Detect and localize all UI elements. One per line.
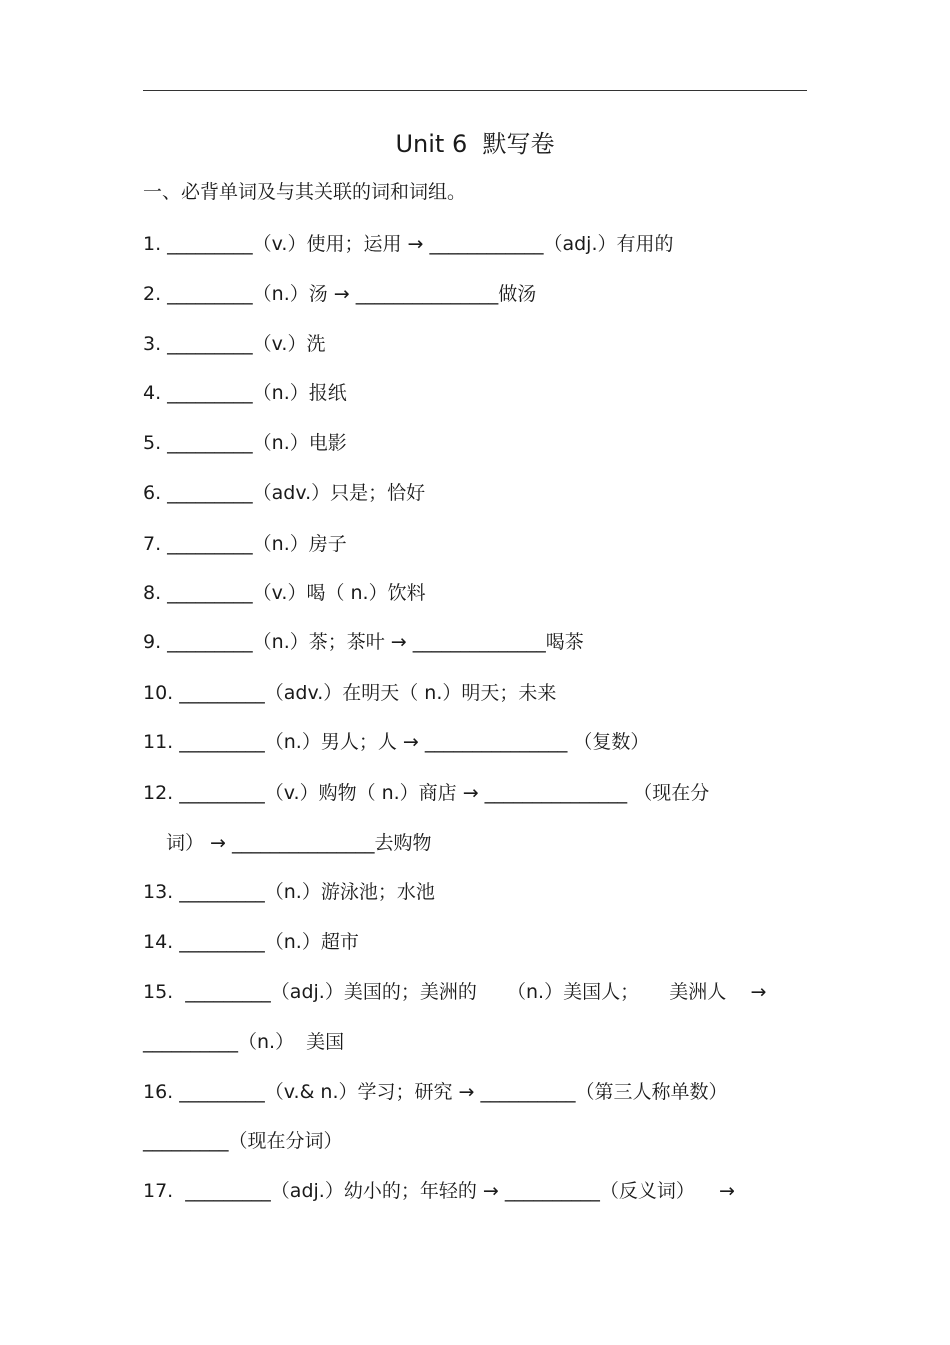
item-16-continued: _________（现在分词）: [143, 1130, 343, 1152]
item-15: 15. _________（adj.）美国的；美洲的 （n.）美国人； 美洲人 →: [143, 981, 767, 1003]
item-10: 10. _________（adv.）在明天（ n.）明天；未来: [143, 682, 557, 704]
item-9: 9. _________（n.）茶；茶叶 → ______________喝茶: [143, 631, 584, 653]
item-8: 8. _________（v.）喝（ n.）饮料: [143, 582, 426, 604]
item-12-continued: 词） → _______________去购物: [166, 832, 432, 854]
item-16: 16. _________（v.& n.）学习；研究 → __________（第三人称单数）: [143, 1081, 728, 1103]
item-4: 4. _________（n.）报纸: [143, 382, 347, 404]
page-title: Unit 6 默写卷: [395, 130, 555, 158]
section-heading: 一、必背单词及与其关联的词和词组。: [143, 181, 467, 203]
item-15-continued: __________（n.） 美国: [143, 1031, 345, 1053]
item-12: 12. _________（v.）购物（ n.）商店 → _______________ （现在分: [143, 782, 710, 804]
item-11: 11. _________（n.）男人；人 → _______________ （复数）: [143, 731, 650, 753]
item-5: 5. _________（n.）电影: [143, 432, 347, 454]
header-rule: [143, 90, 807, 91]
item-13: 13. _________（n.）游泳池；水池: [143, 881, 435, 903]
item-2: 2. _________（n.）汤 → _______________做汤: [143, 283, 537, 305]
item-7: 7. _________（n.）房子: [143, 533, 347, 555]
item-3: 3. _________（v.）洗: [143, 333, 326, 355]
item-17: 17. _________（adj.）幼小的；年轻的 → __________（反义词） →: [143, 1180, 735, 1202]
item-14: 14. _________（n.）超市: [143, 931, 359, 953]
item-6: 6. _________（adv.）只是；恰好: [143, 482, 426, 504]
item-1: 1. _________（v.）使用；运用 → ____________（adj.）有用的: [143, 233, 674, 255]
